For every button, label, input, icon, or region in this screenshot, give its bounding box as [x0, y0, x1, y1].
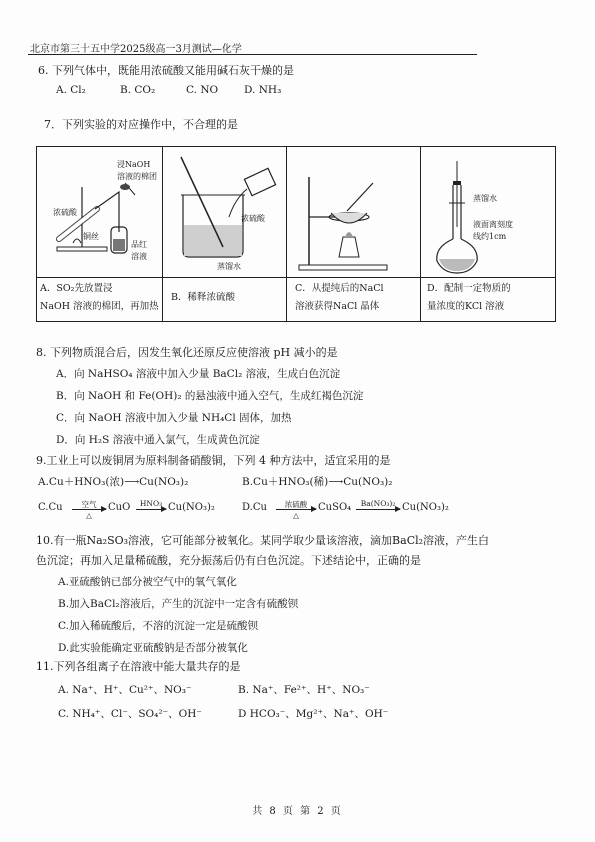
label-solution: 溶液 [131, 252, 147, 261]
q7-stem: 7．下列实验的对应操作中，不合理的是 [44, 118, 238, 131]
q7-figure-table [36, 146, 556, 322]
q9-d-arrow1-bottom: △ [293, 511, 299, 520]
q6-option-c: C. NO [186, 84, 219, 96]
label-d-meniscus: 液面离刻度 [473, 220, 513, 229]
caption-b: B．稀释浓硫酸 [171, 292, 235, 303]
q9-d-arrow1-top: 浓硫酸 [284, 500, 308, 509]
figure-cell-b [163, 147, 287, 321]
q11-option-b: B. Na⁺、Fe²⁺、H⁺、NO₃⁻ [238, 684, 370, 696]
label-cotton: 溶液的棉团 [117, 172, 157, 181]
q6-option-a: A. Cl₂ [56, 84, 86, 96]
q11-option-d: D HCO₃⁻、Mg²⁺、Na⁺、OH⁻ [238, 708, 389, 720]
q10-stem-line1: 10.有一瓶Na₂SO₃溶液，它可能部分被氧化。某同学取少量该溶液，滴加BaCl₂溶液，产生白 [36, 534, 490, 547]
q9-c-end: Cu(NO₃)₂ [168, 502, 215, 513]
q9-c-arrow1-bottom: △ [86, 511, 92, 520]
q9-c-arrow2 [136, 499, 166, 510]
apparatus-d-drawing [421, 147, 555, 277]
label-magenta: 品红 [131, 240, 147, 249]
label-b-distilled-water: 蒸馏水 [217, 262, 241, 271]
apparatus-b-drawing [163, 147, 287, 277]
q6-option-b: B. CO₂ [120, 84, 156, 96]
q8-stem: 8. 下列物质混合后，因发生氧化还原反应使溶液 pH 减小的是 [36, 346, 338, 359]
q8-option-a: A．向 NaHSO₄ 溶液中加入少量 BaCl₂ 溶液，生成白色沉淀 [56, 368, 341, 380]
page-footer: 共 8 页 第 2 页 [252, 806, 343, 817]
figure-cell-a [37, 147, 163, 321]
caption-c-line1: C．从提纯后的NaCl [295, 283, 384, 294]
q9-c-arrow1 [72, 500, 106, 520]
q10-stem-line2: 色沉淀；再加入足量稀硫酸，充分振荡后仍有白色沉淀。下述结论中，正确的是 [36, 554, 421, 567]
label-conc-sulfuric: 浓硫酸 [53, 208, 77, 217]
q11-option-c: C. NH₄⁺、Cl⁻、SO₄²⁻、OH⁻ [58, 708, 202, 720]
q11-option-a: A. Na⁺、H⁺、Cu²⁺、NO₃⁻ [58, 684, 192, 696]
q10-option-a: A.亚硫酸钠已部分被空气中的氧气氧化 [58, 576, 237, 588]
q9-d-arrow2-top: Ba(NO₃)₂ [360, 499, 396, 508]
q6-stem: 6. 下列气体中，既能用浓硫酸又能用碱石灰干燥的是 [38, 64, 294, 77]
q6-option-d: D. NH₃ [244, 84, 282, 96]
label-d-1cm: 线约1cm [473, 232, 507, 241]
q9-option-b: B.Cu＋HNO₃(稀)⟶Cu(NO₃)₂ [242, 476, 393, 488]
label-b-conc-sulfuric: 浓硫酸 [241, 214, 265, 223]
caption-d-line2: 量浓度的KCl 溶液 [427, 301, 505, 312]
label-copper-wire: 铜丝 [83, 232, 99, 241]
q8-option-c: C．向 NaOH 溶液中加入少量 NH₄Cl 固体，加热 [56, 412, 292, 424]
apparatus-c-drawing [287, 147, 421, 277]
figure-cell-c [287, 147, 421, 321]
q10-option-d: D.此实验能确定亚硫酸钠是否部分被氧化 [58, 642, 248, 654]
q10-option-b: B.加入BaCl₂溶液后，产生的沉淀中一定含有硫酸钡 [58, 598, 299, 610]
q9-c-arrow2-top: HNO₃ [139, 499, 163, 508]
caption-d-line1: D．配制一定物质的 [427, 283, 511, 294]
q11-stem: 11.下列各组离子在溶液中能大量共存的是 [36, 660, 241, 673]
q9-d-arrow2 [356, 499, 400, 510]
q9-d-arrow1 [276, 500, 316, 520]
q9-c-mid: CuO [108, 502, 131, 513]
q8-option-b: B．向 NaOH 和 Fe(OH)₂ 的悬浊液中通入空气，生成红褐色沉淀 [56, 390, 364, 402]
caption-a-line1: A．SO₂先放置浸 [40, 283, 113, 294]
figure-cell-d [421, 147, 555, 321]
caption-a-line2: NaOH 溶液的棉团，再加热 [40, 301, 159, 312]
q10-option-c: C.加入稀硫酸后，不溶的沉淀一定是硫酸钡 [58, 620, 258, 632]
caption-c-line2: 溶液获得NaCl 晶体 [295, 301, 380, 312]
page-header: 北京市第三十五中学2025级高一3月测试—化学 [30, 44, 242, 55]
q9-stem: 9.工业上可以废铜屑为原料制备硝酸铜，下列 4 种方法中，适宜采用的是 [36, 454, 391, 467]
q9-c-start: C.Cu [38, 502, 63, 513]
q9-d-end: Cu(NO₃)₂ [402, 502, 449, 513]
label-d-distilled-water: 蒸馏水 [473, 194, 497, 203]
header-divider [28, 54, 477, 55]
q9-d-mid: CuSO₄ [318, 502, 352, 513]
q8-option-d: D．向 H₂S 溶液中通入氯气，生成黄色沉淀 [56, 434, 260, 446]
label-naoh: 浸NaOH [117, 160, 151, 169]
q9-d-start: D.Cu [242, 502, 267, 513]
q9-c-arrow1-top: 空气 [81, 500, 97, 509]
q9-option-a: A.Cu＋HNO₃(浓)⟶Cu(NO₃)₂ [38, 476, 189, 488]
